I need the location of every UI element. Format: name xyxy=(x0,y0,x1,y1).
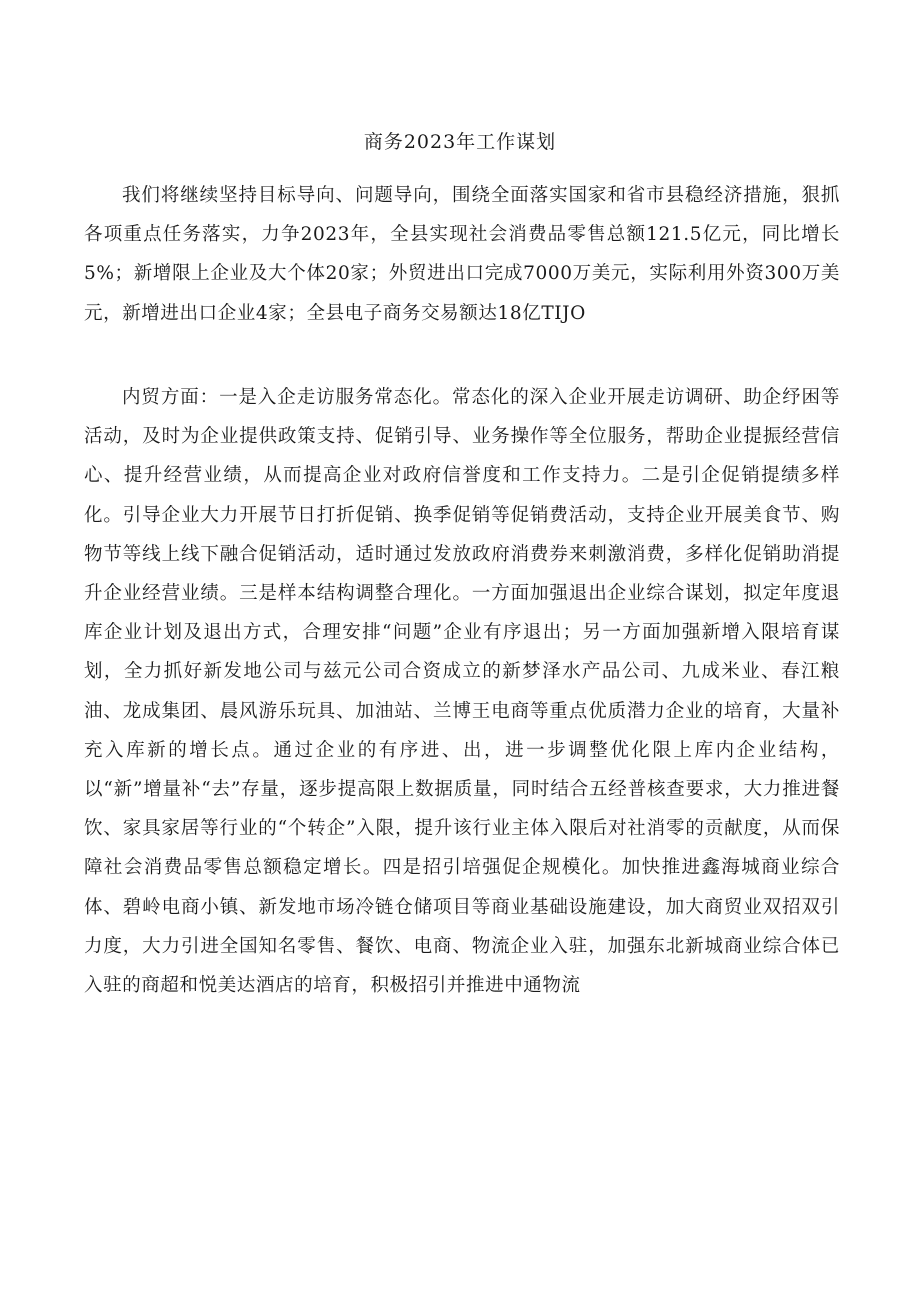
paragraph-goals: 我们将继续坚持目标导向、问题导向，围绕全面落实国家和省市县稳经济措施，狠抓各项重点任务落实，力争2023年，全县实现社会消费品零售总额121.5亿元，同比增长5%；新增限上企业及大个体20家；外贸进出口完成7000万美元，实际利用外资300万美元，新增进出口企业4家；全县电子商务交易额达18亿TIJO xyxy=(84,185,840,324)
paragraph-domestic-trade: 内贸方面：一是入企走访服务常态化。常态化的深入企业开展走访调研、助企纾困等活动，及时为企业提供政策支持、促销引导、业务操作等全位服务，帮助企业提振经营信心、提升经营业绩，从而提高企业对政府信誉度和工作支持力。二是引企促销提绩多样化。引导企业大力开展节日打折促销、换季促销等促销费活动，支持企业开展美食节、购物节等线上线下融合促销活动，适时通过发放政府消费券来刺激消费，多样化促销助消提升企业经营业绩。三是样本结构调整合理化。一方面加强退出企业综合谋划，拟定年度退库企业计划及退出方式，合理安排“问题”企业有序退出；另一方面加强新增入限培育谋划，全力抓好新发地公司与兹元公司合资成立的新梦泽水产品公司、九成米业、春江粮油、龙成集团、晨风游乐玩具、加油站、兰博王电商等重点优质潜力企业的培育，大量补充入库新的增长点。通过企业的有序进、出，进一步调整优化限上库内企业结构，以“新”增量补“去”存量，逐步提高限上数据质量，同时结合五经普核查要求，大力推进餐饮、家具家居等行业的“个转企”入限，提升该行业主体入限后对社消零的贡献度，从而保障社会消费品零售总额稳定增长。四是招引培强促企规模化。加快推进鑫海城商业综合体、碧岭电商小镇、新发地市场冷链仓储项目等商业基础设施建设，加大商贸业双招双引力度，大力引进全国知名零售、餐饮、电商、物流企业入驻，加强东北新城商业综合体已入驻的商超和悦美达酒店的培育，积极招引并推进中通物流 xyxy=(84,387,840,997)
document-title: 商务2023年工作谋划 xyxy=(363,131,557,153)
